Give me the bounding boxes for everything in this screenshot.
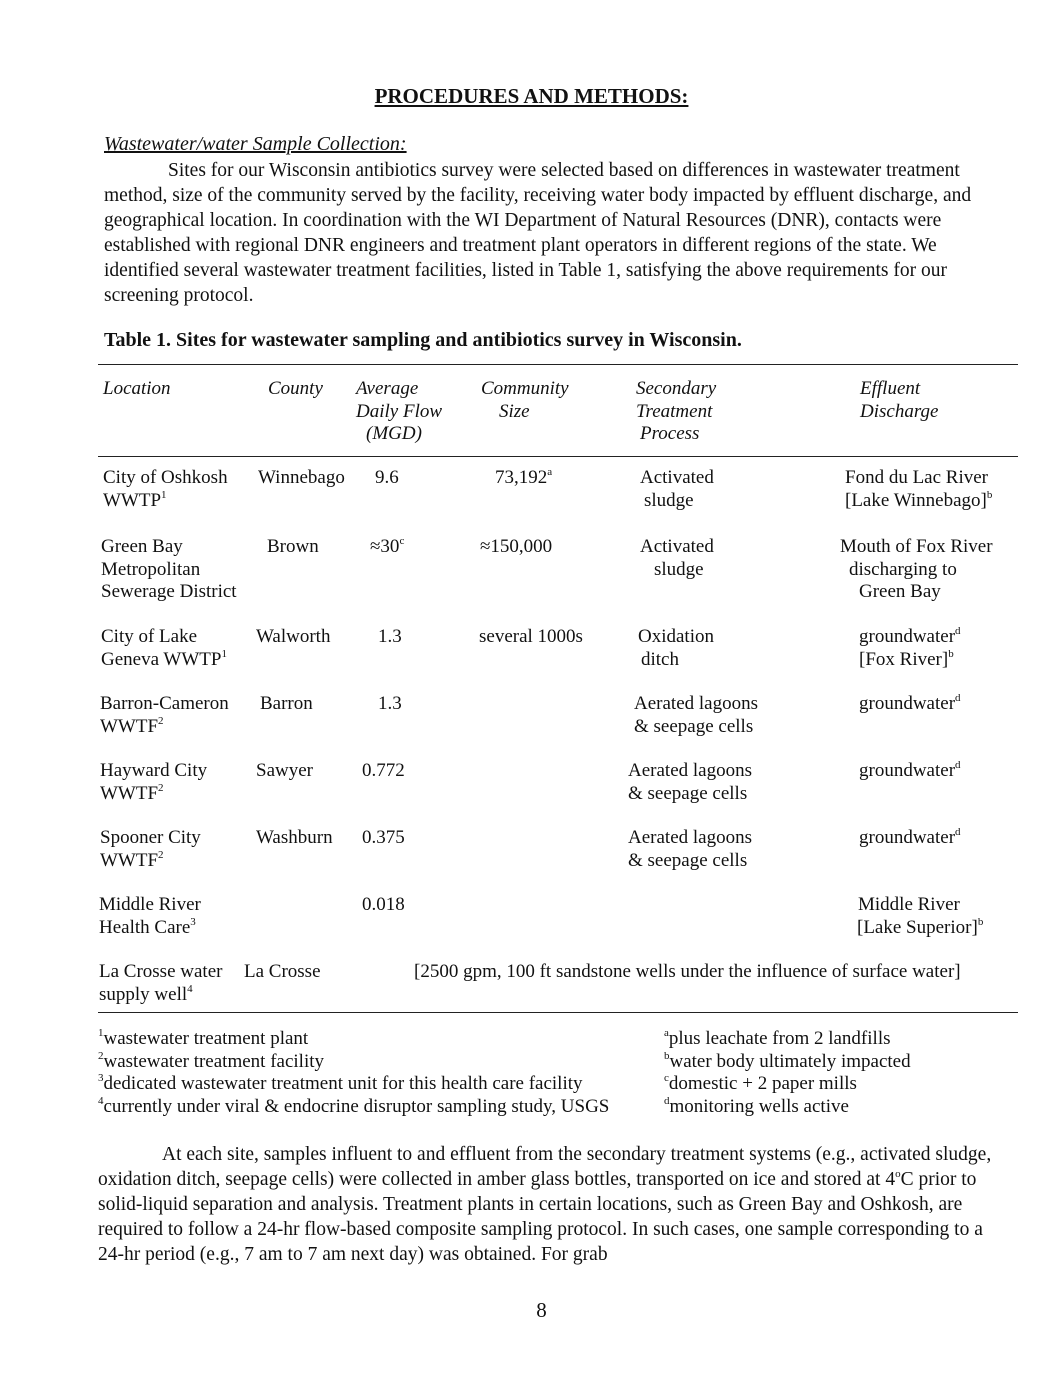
row-2-treatment: Activated sludge <box>640 536 714 580</box>
row-4-county: Barron <box>260 693 313 714</box>
row-6-flow: 0.375 <box>362 827 405 848</box>
row-1-effluent: Fond du Lac River [Lake Winnebago]$^b$ <box>845 467 993 511</box>
row-1-treatment: Activated sludge <box>640 467 714 511</box>
row-7-effluent: Middle River [Lake Superior]$^b$ <box>857 894 984 938</box>
row-2-effluent: Mouth of Fox River discharging to Green Bay <box>840 536 993 602</box>
row-5-location: Hayward City WWTF$^2$ <box>100 760 208 804</box>
row-6-location: Spooner City WWTF$^2$ <box>100 827 201 871</box>
intro-paragraph: Sites for our Wisconsin antibiotics survey were selected based on differences in wastewater treatment method, size of the community served by the facility, receiving water body impacted by effluent discharge, and geographical location. In coordination with the WI Department of Natural Resources (DNR), contacts were established with regional DNR engineers and treatment plant operators in different regions of the state. We identified several wastewater treatment facilities, listed in Table 1, satisfying the above requirements for our screening protocol. <box>104 160 972 306</box>
header-treatment: Secondary Treatment Process <box>636 378 717 444</box>
row-6-effluent: groundwater$^d$ <box>859 826 961 848</box>
row-3-treatment: Oxidation ditch <box>638 626 714 670</box>
row-4-location: Barron-Cameron WWTF$^2$ <box>100 693 229 737</box>
row-2-community: ≈150,000 <box>480 536 553 557</box>
row-3-flow: 1.3 <box>378 626 402 647</box>
table-bottom-rule <box>98 1012 1018 1013</box>
row-4-flow: 1.3 <box>378 693 402 714</box>
footnote-1: $^1$wastewater treatment plant <box>98 1027 309 1049</box>
footnote-2: $^2$wastewater treatment facility <box>98 1049 325 1072</box>
row-6-county: Washburn <box>256 827 333 848</box>
row-5-county: Sawyer <box>256 760 313 781</box>
row-4-treatment: Aerated lagoons & seepage cells <box>634 693 758 737</box>
footnote-a: $^a$plus leachate from 2 landfills <box>664 1027 891 1049</box>
row-2-flow: $\approx 30^c$ <box>370 535 405 557</box>
footnote-4: $^4$currently under viral & endocrine disruptor sampling study, USGS <box>98 1094 610 1117</box>
header-location: Location <box>103 378 171 399</box>
row-5-flow: 0.772 <box>362 760 405 781</box>
footnotes-left <box>98 1028 609 1118</box>
footnote-c: $^c$domestic + 2 paper mills <box>664 1072 857 1094</box>
row-4-effluent: groundwater$^d$ <box>859 692 961 714</box>
row-8-note: [2500 gpm, 100 ft sandstone wells under the influence of surface water] <box>414 961 961 982</box>
row-2-location: Green Bay Metropolitan Sewerage District <box>101 536 237 602</box>
row-7-flow: 0.018 <box>362 894 405 915</box>
subsection-heading: Wastewater/water Sample Collection: <box>104 133 407 155</box>
row-3-effluent: groundwater$^d$ [Fox River]$^b$ <box>859 625 961 670</box>
table-title: Table 1. Sites for wastewater sampling and antibiotics survey in Wisconsin. <box>104 329 742 351</box>
header-county: County <box>268 378 323 399</box>
row-5-treatment: Aerated lagoons & seepage cells <box>628 760 752 804</box>
section-heading: PROCEDURES AND METHODS: <box>374 84 689 108</box>
header-community: Community Size <box>481 378 569 422</box>
row-3-community: several 1000s <box>479 626 583 647</box>
footnotes-right <box>664 1028 911 1118</box>
footnote-b: $^b$water body ultimately impacted <box>664 1049 911 1072</box>
header-flow: Average Daily Flow (MGD) <box>356 378 443 444</box>
table-top-rule <box>98 364 1018 365</box>
row-5-effluent: groundwater$^d$ <box>859 759 961 781</box>
row-1-flow: 9.6 <box>375 467 399 488</box>
row-7-location: Middle River Health Care$^3$ <box>99 894 201 938</box>
row-1-county: Winnebago <box>258 467 345 488</box>
row-3-county: Walworth <box>256 626 331 647</box>
row-1-location: City of Oshkosh WWTP$^1$ <box>103 467 228 511</box>
row-2-county: Brown <box>267 536 319 557</box>
header-effluent: Effluent Discharge <box>860 378 939 422</box>
footnote-d: $^d$monitoring wells active <box>664 1094 849 1117</box>
footnote-3: $^3$dedicated wastewater treatment unit for this health care facility <box>98 1072 583 1094</box>
row-8-location: La Crosse water supply well$^4$ <box>99 961 223 1005</box>
row-8-county: La Crosse <box>244 961 321 982</box>
row-6-treatment: Aerated lagoons & seepage cells <box>628 827 752 871</box>
sampling-paragraph: At each site, samples influent to and effluent from the secondary treatment systems (e.g., activated sludge, oxidation ditch, seepage cells) were collected in amber glass bottles, transported on ice and stored at 4$^o$C prior to solid-liquid separation and analysis. Treatment plants in certain locations, such as Green Bay and Oshkosh, are required to follow a 24-hr flow-based composite sampling protocol. In such cases, one sample corresponding to a 24-hr period (e.g., 7 am to 7 am next day) was obtained. For grab <box>98 1144 992 1265</box>
table-header-rule <box>98 456 1018 457</box>
row-1-community: 73,192$^a$ <box>495 466 553 488</box>
page-number: 8 <box>536 1298 547 1322</box>
row-3-location: City of Lake Geneva WWTP$^1$ <box>101 626 227 670</box>
